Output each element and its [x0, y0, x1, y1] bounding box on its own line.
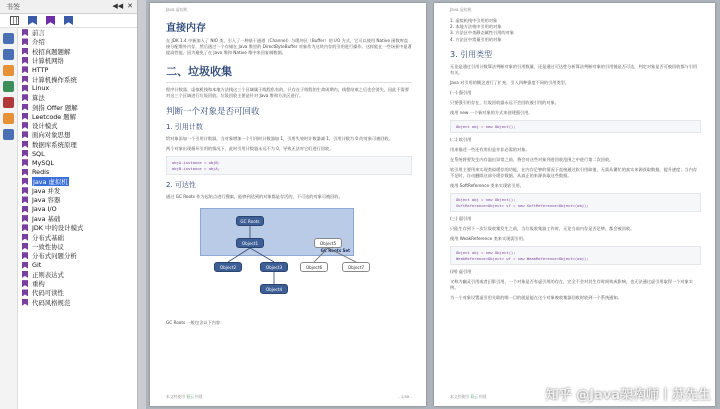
subsection-heading: 判断一个对象是否可回收 — [166, 107, 260, 117]
paragraph: 只要强引用存在，垃圾回收器永远不会回收被引用的对象。 — [450, 99, 559, 105]
bookmark-label: Java 基础 — [32, 215, 61, 224]
bookmark-item[interactable] — [22, 205, 135, 214]
code-line: objA.instance = objB; — [172, 160, 221, 165]
paragraph: 通过 GC Roots 作为起始点进行搜索，能够到达到的对象都是存活的，不可达的对象可被回收。 — [166, 194, 343, 199]
bookmark-item[interactable] — [22, 195, 135, 204]
bookmark-icon — [22, 76, 28, 83]
heading-soft-ref: (二) 软引用 — [450, 137, 472, 143]
bookmark-label: Git — [32, 261, 42, 270]
expand-bookmark-icon[interactable] — [46, 16, 55, 25]
object3-node: Object3 — [260, 262, 288, 272]
bookmark-icon — [22, 29, 28, 36]
bookmark-icon — [22, 150, 28, 157]
bookmark-icon — [22, 178, 28, 185]
object2-node: Object2 — [214, 262, 242, 272]
bookmark-label: 分布式基础 — [32, 233, 64, 242]
sidebar-title: 书签 — [6, 2, 20, 11]
code-line: WeakReference<Object> wf = new WeakReference<Object>(obj); — [456, 255, 589, 261]
object7-node: Object7 — [342, 262, 370, 272]
page-number: - 1/58 - — [398, 394, 412, 399]
bookmark-item[interactable] — [22, 177, 135, 186]
bookmark-item[interactable] — [22, 28, 135, 37]
bookmark-tree — [22, 28, 135, 409]
bookmark-item[interactable] — [22, 65, 135, 74]
bookmark-label: 代码可读性 — [32, 289, 64, 298]
sidebar-header — [0, 0, 137, 14]
bookmark-item[interactable] — [22, 121, 135, 130]
running-head: Java 虚拟机 — [166, 7, 188, 12]
bookmark-icon — [22, 262, 28, 269]
document-page-left — [150, 3, 426, 406]
paragraph: 在系统将要发生内存溢出异常之前，将会对这些对象列进回收范围之中进行第二次回收。 — [450, 157, 614, 163]
bookmark-label: HTTP — [32, 65, 49, 74]
footer-link[interactable]: 看云 — [186, 394, 194, 399]
list-item: 1. 虚拟机栈中引用的对象 — [450, 18, 498, 23]
gc-roots-node: GC Roots — [236, 216, 264, 226]
page-footer — [166, 394, 412, 400]
bookmark-icon — [22, 206, 28, 213]
bookmark-item[interactable] — [22, 112, 135, 121]
divider — [166, 82, 412, 83]
footer-text: 构建 — [193, 394, 203, 399]
bookmark-label: 面向对象思想 — [32, 131, 71, 140]
bookmark-item[interactable] — [22, 93, 135, 102]
bookmarks-tab-icon[interactable] — [3, 49, 14, 60]
bookmark-label: 重构 — [32, 280, 45, 289]
footer-text: 本文档使用 — [450, 394, 471, 399]
bookmark-label: 剑指 Offer 题解 — [32, 103, 78, 112]
comments-tab-icon[interactable] — [3, 65, 14, 76]
paragraph: 又称为幽灵引用或者幻影引用，一个对象是否有虚引用的存在，完全不会对其生存时间构成影响，也无法通过虚引用取得一个对象实例。 — [450, 279, 693, 291]
footer-link[interactable]: 看云 — [470, 394, 478, 399]
code-block — [450, 120, 701, 134]
bookmark-label: Java 虚拟机 — [33, 177, 68, 186]
options-grid-icon[interactable] — [10, 16, 19, 25]
bookmark-item[interactable] — [22, 186, 135, 195]
code-line: objB.instance = objA; — [172, 165, 221, 171]
bookmark-icon — [22, 215, 28, 222]
bookmark-item[interactable] — [22, 158, 135, 167]
bookmark-icon — [22, 48, 28, 55]
gc-roots-diagram — [166, 206, 412, 316]
object5-node: Object5 — [314, 238, 342, 248]
bookmark-icon — [22, 234, 28, 241]
signatures-tab-icon[interactable] — [3, 129, 14, 140]
security-tab-icon[interactable] — [3, 113, 14, 124]
bookmark-item[interactable] — [22, 270, 135, 279]
bookmark-label: Redis — [32, 168, 50, 177]
bookmark-icon — [22, 252, 28, 259]
list-item: 3. 方法区中类静态属性引用的对象 — [450, 30, 514, 36]
bookmark-label: 算法 — [32, 94, 45, 103]
bookmark-item[interactable] — [22, 167, 135, 176]
bookmark-icon — [22, 224, 28, 231]
bookmark-label: Java 容器 — [32, 196, 61, 205]
bookmark-label: MySQL — [32, 158, 54, 167]
heading-refcount: 1. 引用计数 — [166, 123, 203, 131]
paragraph: 软引用主要用来实现类似缓存的功能，在内存足够的情况下直接通过软引用取值，无需从繁忙的真实来源获取数据，提升速度；当内存不足时，自动删除这部分缓存数据，从真正的来源获取这些数据。 — [450, 167, 698, 179]
bookmark-item[interactable] — [22, 140, 135, 149]
bookmark-icon — [22, 169, 28, 176]
sidebar-splitter[interactable] — [138, 0, 146, 409]
running-head: Java 虚拟机 — [450, 7, 472, 12]
footer-text: 构建 — [477, 394, 487, 399]
paragraph: 用来描述一些还有用但是并非必需的对象。 — [450, 147, 530, 153]
bookmark-icon — [22, 196, 28, 203]
bookmark-item[interactable] — [22, 102, 135, 111]
bookmark-label: 代码风格规范 — [32, 298, 71, 307]
bookmark-icon — [22, 85, 28, 92]
paragraph: 程序计数器、虚拟机栈和本地方法栈这三个区域属于线程私有的，只存在于线程的生命周期内，线程结束之后也会消失，因此不需要对这三个区域进行垃圾回收。垃圾回收主要是针对 Java 堆和方法区进行。 — [166, 87, 409, 98]
section-heading: 3. 引用类型 — [450, 49, 493, 59]
heading-phantom-ref: (四) 虚引用 — [450, 269, 472, 275]
paragraph: 使用 SoftReference 类来实现软引用。 — [450, 183, 524, 189]
bookmark-label: 校招真题题解 — [32, 47, 71, 56]
delete-bookmark-icon[interactable] — [64, 16, 73, 25]
section-heading: 二、垃圾收集 — [166, 65, 232, 78]
code-line: Object obj = new Object(); — [456, 123, 516, 129]
bookmark-label: JDK 中的设计模式 — [32, 224, 84, 233]
bookmark-item[interactable] — [22, 223, 135, 232]
code-block — [450, 193, 701, 212]
sidebar-toolbar — [0, 14, 137, 28]
diagram-arrows — [166, 206, 410, 316]
thumbnails-tab-icon[interactable] — [3, 33, 14, 44]
bookmark-label: 前言 — [32, 29, 45, 38]
bookmark-label: Java I/O — [32, 205, 57, 214]
bookmark-item[interactable] — [22, 84, 135, 93]
bookmark-item[interactable] — [22, 298, 135, 307]
bookmark-label: 计算机操作系统 — [32, 75, 77, 84]
bookmark-label: 介绍 — [32, 38, 45, 47]
bookmark-icon — [22, 38, 28, 45]
bookmark-item[interactable] — [22, 214, 135, 223]
new-bookmark-icon[interactable] — [28, 16, 37, 25]
panel-tab-strip — [0, 28, 18, 409]
code-line: SoftReference<Object> sf = new SoftReference<Object>(obj); — [456, 202, 589, 208]
heading-reachability: 2. 可达性 — [166, 181, 196, 189]
bookmark-item[interactable] — [22, 251, 135, 260]
bookmark-label: Leetcode 题解 — [32, 112, 77, 121]
paragraph: 在 JDK 1.4 中新加入了 NIO 类，引入了一种基于通道（Channel）与缓冲区（Buffer）的 I/O 方式，它可以使用 Native 函数库直接分配堆外内存，然后通过一个存储在 Java 堆里的 DirectByteBuffer 对象作为这块内存的引用进行操作。这样能在一些场景中显著提高性能，因为避免了在 Java 堆和 Native 堆中来回复制数据。 — [166, 38, 412, 55]
watermark: 知乎 @Java架构师丨苏先生 — [545, 388, 711, 403]
bookmark-label: Linux — [32, 84, 50, 93]
bookmark-icon — [22, 131, 28, 138]
paragraph: 使用 WeakReference 类来实现弱引用。 — [450, 236, 528, 242]
object4-node: Object4 — [260, 284, 288, 294]
bookmark-label: 一致性协议 — [32, 242, 64, 251]
paragraph: 两个对象出现循环引用的情况下，此时引用计数器永远不为 0，导致无法对它们进行回收。 — [166, 146, 334, 151]
bookmark-label: Java 并发 — [32, 187, 61, 196]
bookmark-item[interactable] — [22, 242, 135, 251]
bookmark-icon — [22, 159, 28, 166]
bookmark-icon — [22, 299, 28, 306]
bookmark-icon — [22, 113, 28, 120]
bookmark-icon — [22, 122, 28, 129]
bookmark-icon — [22, 66, 28, 73]
layers-tab-icon[interactable] — [3, 81, 14, 92]
bookmark-label: 计算机网络 — [32, 57, 64, 66]
bookmark-item[interactable] — [22, 288, 135, 297]
paragraph: 给对象添加一个引用计数器，当对象增加一个引用时计数器加 1，引用失效时计数器减 1。引用计数为 0 的对象可被回收。 — [166, 136, 393, 141]
paragraph: 为一个对象设置虚引用关联的唯一目的就是能在这个对象被收集器回收时收到一个系统通知。 — [450, 295, 622, 301]
code-line: Object obj = new Object(); — [456, 250, 516, 256]
bookmark-icon — [22, 141, 28, 148]
bookmark-icon — [22, 289, 28, 296]
bookmark-icon — [22, 280, 28, 287]
paragraph: 只能生存到下一次垃圾收集发生之前，当垃圾收集器工作时，无论当前内存是否足够，都会被回收。 — [450, 226, 635, 232]
bookmarks-sidebar — [0, 0, 138, 409]
bookmark-item[interactable] — [22, 149, 135, 158]
bookmark-icon — [22, 57, 28, 64]
document-page-right — [434, 3, 715, 406]
section-heading: 直接内存 — [166, 23, 206, 34]
bookmark-item[interactable] — [22, 130, 135, 139]
bookmark-item[interactable] — [22, 279, 135, 288]
bookmark-label: 设计模式 — [32, 122, 58, 131]
code-block — [166, 156, 412, 175]
bookmark-item[interactable] — [22, 233, 135, 242]
paragraph: Java 对引用的概念进行了扩充，引入四种强度不同的引用类型。 — [450, 79, 570, 85]
paragraph: 无论是通过引用计数算法判断对象的引用数量，还是通过可达性分析算法判断对象的引用链是否可达，判定对象是否可被回收都与引用有关。 — [450, 63, 698, 75]
bookmark-icon — [22, 187, 28, 194]
heading-strong-ref: (一) 强引用 — [450, 89, 472, 95]
bookmark-icon — [22, 104, 28, 111]
bookmark-item[interactable] — [22, 47, 135, 56]
attachments-tab-icon[interactable] — [3, 97, 14, 108]
bookmark-icon — [22, 243, 28, 250]
paragraph: GC Roots 一般包含以下内容： — [166, 320, 225, 325]
code-block — [450, 246, 701, 265]
bookmark-item[interactable] — [22, 74, 135, 83]
code-line: Object obj = new Object(); — [456, 197, 516, 203]
collapse-sidebar-button[interactable]: ◀◀ — [112, 2, 124, 10]
close-sidebar-button[interactable]: ✕ — [127, 2, 133, 10]
footer-text: 本文档使用 — [166, 394, 187, 399]
bookmark-label: 正则表达式 — [32, 270, 64, 279]
bookmark-item[interactable] — [22, 260, 135, 269]
paragraph: 使用 new 一个新对象的方式来创建强引用。 — [450, 109, 533, 115]
gc-roots-set-label: GC Roots Set — [320, 248, 350, 253]
list-item: 4. 方法区中常量引用的对象 — [450, 36, 502, 42]
list-item: 2. 本地方法栈中引用的对象 — [450, 24, 502, 30]
bookmark-icon — [22, 94, 28, 101]
object1-node: Object1 — [236, 238, 264, 248]
bookmark-label: 数据库系统原理 — [32, 140, 77, 149]
object6-node: Object6 — [300, 262, 328, 272]
bookmark-item[interactable] — [22, 37, 135, 46]
heading-weak-ref: (三) 弱引用 — [450, 216, 472, 222]
bookmark-icon — [22, 271, 28, 278]
bookmark-item[interactable] — [22, 56, 135, 65]
bookmark-label: SQL — [32, 149, 45, 158]
bookmark-label: 分布式问题分析 — [32, 252, 77, 261]
